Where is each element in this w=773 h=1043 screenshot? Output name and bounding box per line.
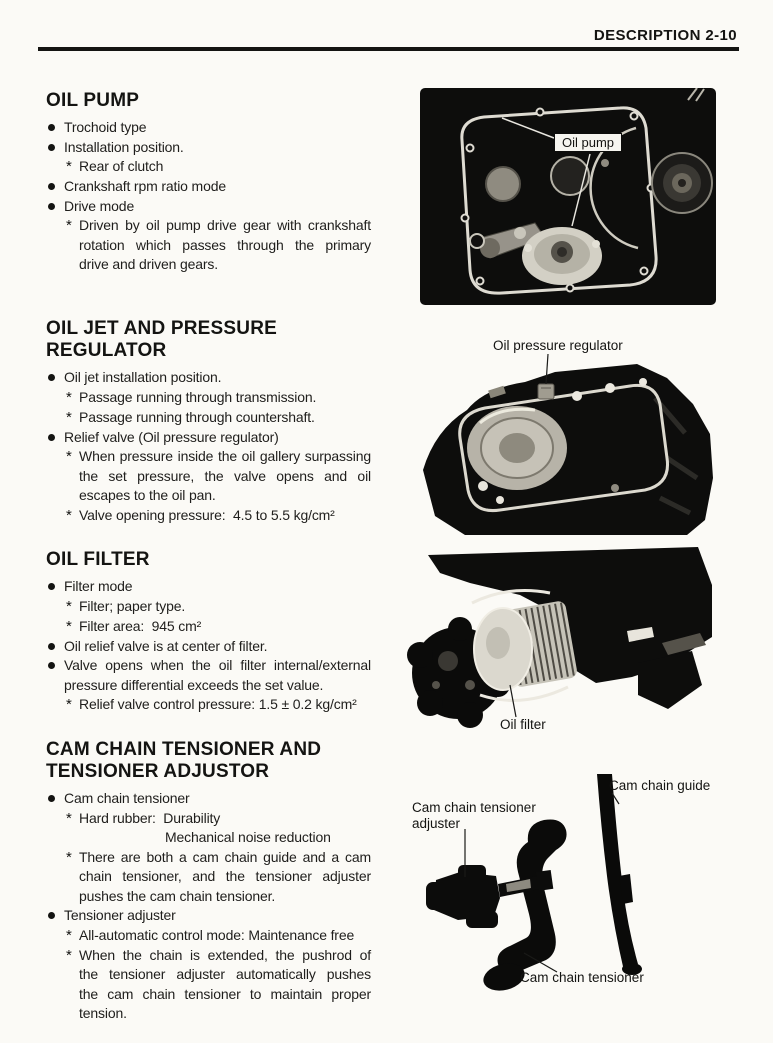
bullet-marker [48, 434, 55, 441]
cam-chain-tensioner-callout: Cam chain tensioner [520, 970, 644, 985]
bullet-marker [48, 912, 55, 919]
section [46, 90, 371, 275]
section-items [46, 577, 371, 715]
cam-chain-tensioner-adjuster-callout: Cam chain tensioner adjuster [412, 800, 536, 831]
oil-filter-photo [400, 545, 712, 745]
cam-chain-guide-callout: Cam chain guide [609, 778, 711, 793]
list-item [46, 197, 371, 217]
list-item-text: Crankshaft rpm ratio mode [64, 178, 226, 194]
list-item [46, 388, 371, 408]
section-items [46, 118, 371, 275]
list-item [46, 138, 371, 158]
list-item [46, 637, 371, 657]
list-item [46, 597, 371, 617]
bullet-marker [48, 795, 55, 802]
bullet-marker: * [66, 946, 72, 964]
list-item-text: All-automatic control mode: Maintenance free [79, 926, 355, 943]
list-item [46, 408, 371, 428]
page-header: DESCRIPTION 2-10 [593, 27, 737, 44]
bullet-marker [48, 662, 55, 669]
section-items [46, 368, 371, 526]
list-item-text: Filter; paper type. [79, 597, 186, 614]
bullet-marker: * [66, 696, 72, 713]
bullet-marker: * [66, 617, 72, 635]
list-item [46, 118, 371, 138]
list-item-text: Trochoid type [64, 119, 147, 135]
list-item [46, 506, 371, 526]
list-item [46, 656, 371, 695]
oil-pump-photo-illustration [420, 88, 716, 305]
list-item [46, 428, 371, 448]
list-item-text: Filter mode [64, 578, 133, 594]
section-title: OIL FILTER [46, 549, 150, 570]
bullet-marker: * [66, 926, 72, 944]
list-item-text: Relief valve (Oil pressure regulator) [64, 428, 279, 445]
bullet-marker [48, 183, 55, 190]
list-item [46, 368, 371, 388]
oil-filter-illustration [400, 545, 712, 745]
section-items [46, 789, 371, 1024]
list-item [46, 617, 371, 637]
list-item [46, 789, 371, 809]
oil-pump-callout: Oil pump [554, 133, 622, 152]
oil-pump-photo [420, 88, 716, 305]
list-item [46, 695, 371, 715]
bullet-marker: * [66, 448, 72, 465]
list-item-text: Rear of clutch [79, 158, 164, 174]
bullet-marker: * [66, 388, 72, 406]
list-item-text: There are both a cam chain guide and a cam chain tensioner, and the tensioner adjuster pushes the cam chain tensioner. [79, 848, 371, 904]
list-item-text: Valve opening pressure: 4.5 to 5.5 kg/cm² [79, 506, 335, 523]
oil-pressure-regulator-illustration [405, 338, 717, 536]
bullet-marker [48, 124, 55, 131]
bullet-marker [48, 374, 55, 381]
list-item-text: When pressure inside the oil gallery surpassing the set pressure, the valve opens and oil escapes to the oil pan. [79, 448, 371, 503]
oil-pressure-regulator-callout: Oil pressure regulator [493, 338, 623, 353]
bullet-marker [48, 583, 55, 590]
list-item [46, 906, 371, 926]
bullet-marker: * [66, 848, 72, 866]
text-column [46, 0, 371, 1043]
bullet-marker: * [66, 809, 72, 827]
list-item [46, 577, 371, 597]
list-item [46, 926, 371, 946]
list-item-text: Passage running through countershaft. [79, 408, 315, 425]
list-item-text: Installation position. [64, 138, 184, 155]
list-item-text: Drive mode [64, 197, 135, 214]
bullet-marker: * [66, 158, 72, 175]
list-item [46, 177, 371, 197]
cam-chain-tensioner-drawing [408, 772, 772, 1020]
list-item-text: Oil jet installation position. [64, 369, 222, 385]
bullet-marker [48, 203, 55, 210]
list-item-text: Passage running through transmission. [79, 388, 317, 405]
section-title: CAM CHAIN TENSIONER AND TENSIONER ADJUSTOR [46, 739, 322, 782]
bullet-marker: * [66, 408, 72, 426]
list-item [46, 157, 371, 177]
list-item [46, 809, 371, 848]
section-title: OIL PUMP [46, 90, 140, 111]
bullet-marker: * [66, 597, 72, 615]
list-item-text: Relief valve control pressure: 1.5 ± 0.2 kg/cm² [79, 696, 357, 712]
list-item-text: Tensioner adjuster [64, 907, 176, 923]
section [46, 739, 371, 1024]
oil-pressure-regulator-photo [405, 338, 717, 536]
list-item-text: Driven by oil pump drive gear with crankshaft rotation which passes through the primary drive and driven gears. [79, 217, 371, 272]
list-item [46, 216, 371, 275]
list-item-text: Valve opens when the oil filter internal/external pressure differential exceeds the set value. [64, 657, 371, 693]
section [46, 549, 371, 715]
list-item-text: Oil relief valve is at center of filter. [64, 637, 268, 654]
list-item-text: Hard rubber: Durability Mechanical noise reduction [79, 809, 331, 845]
oil-filter-callout: Oil filter [500, 717, 546, 732]
list-item [46, 946, 371, 1024]
bullet-marker: * [66, 217, 72, 234]
bullet-marker: * [66, 506, 72, 524]
section-title: OIL JET AND PRESSURE REGULATOR [46, 318, 277, 361]
list-item-text: When the chain is extended, the pushrod of the tensioner adjuster automatically pushes the cam chain tensioner to maintain proper tension. [79, 946, 371, 1021]
list-item-text: Cam chain tensioner [64, 790, 190, 806]
list-item-text: Filter area: 945 cm² [79, 617, 202, 634]
bullet-marker [48, 144, 55, 151]
list-item [46, 447, 371, 506]
bullet-marker [48, 643, 55, 650]
section [46, 318, 371, 526]
list-item [46, 848, 371, 907]
